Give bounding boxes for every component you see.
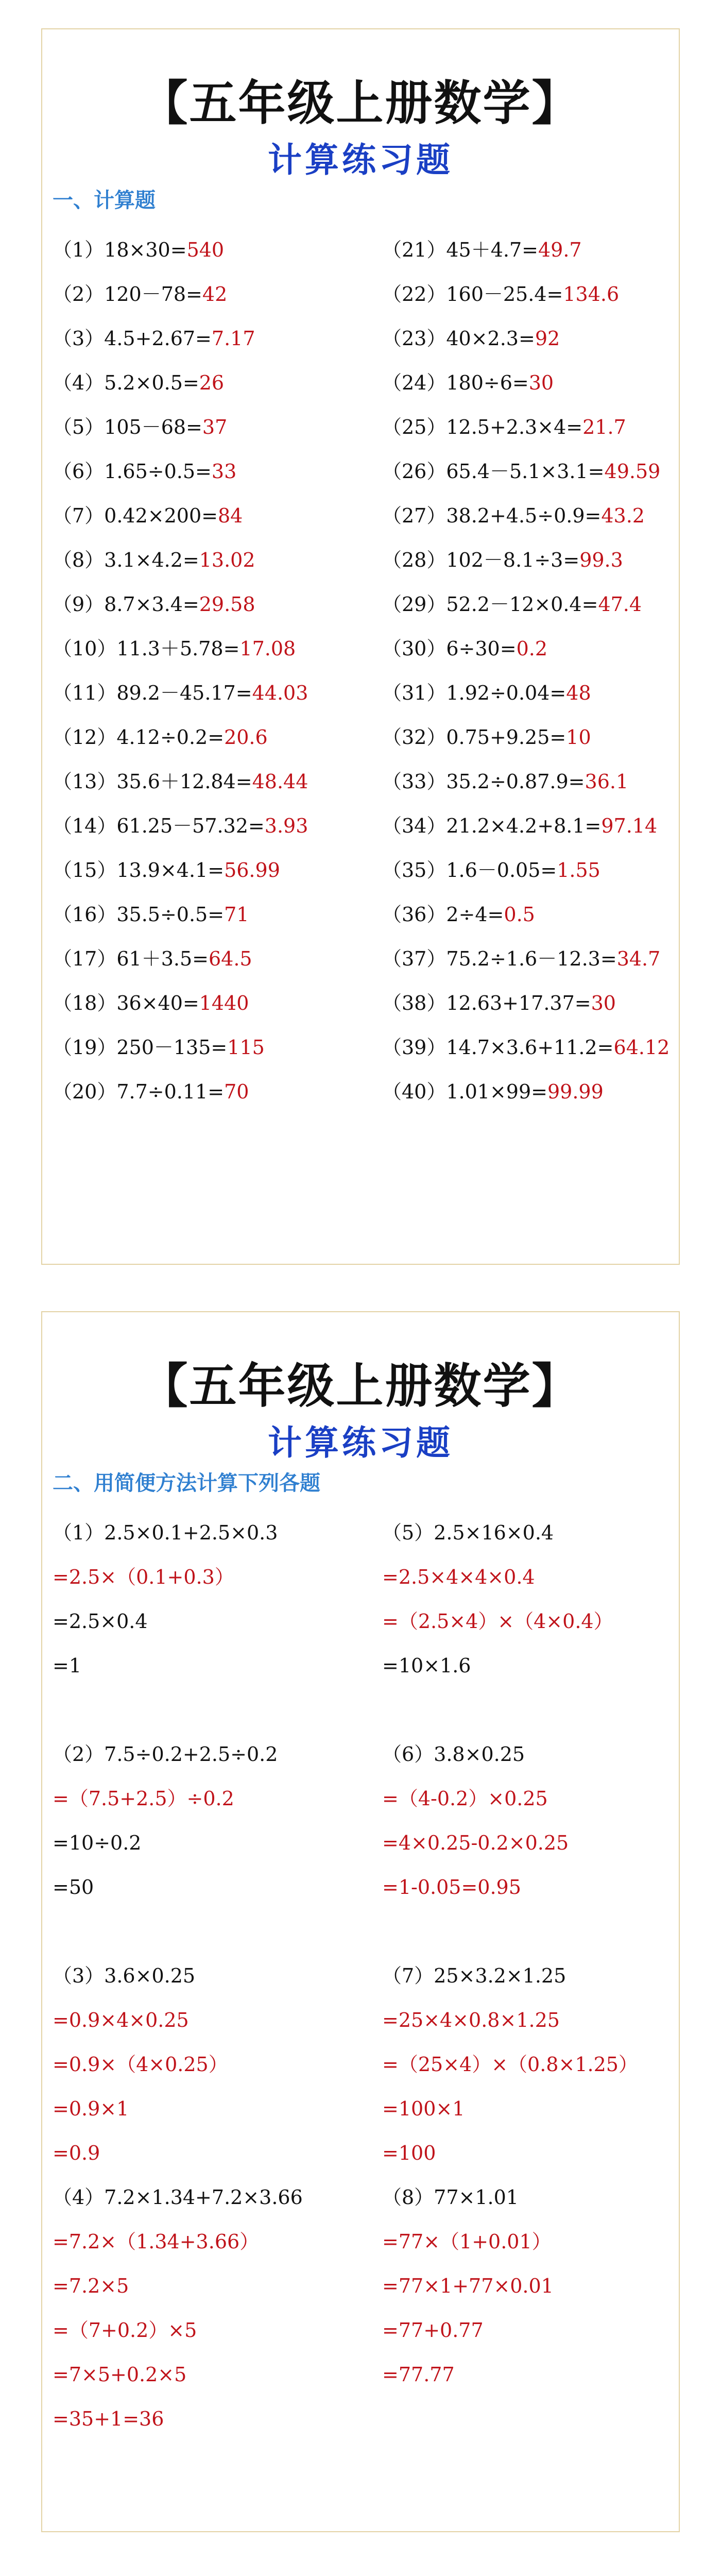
solution-line: =10÷0.2 bbox=[53, 1832, 142, 1854]
exercise-answer: 33 bbox=[211, 460, 237, 483]
exercise-question: （9）8.7×3.4= bbox=[53, 593, 199, 616]
exercise-row bbox=[382, 848, 691, 892]
solution-line: =10×1.6 bbox=[382, 1654, 471, 1677]
exercise-question: （17）61＋3.5= bbox=[53, 947, 209, 970]
exercise-columns bbox=[53, 228, 671, 1155]
solution-line: =0.9 bbox=[53, 2142, 100, 2164]
exercise-question: （14）61.25－57.32= bbox=[53, 815, 265, 837]
exercise-question: （35）1.6－0.05= bbox=[382, 859, 557, 882]
exercise-answer: 64.12 bbox=[613, 1036, 670, 1059]
exercise-row bbox=[53, 538, 362, 582]
exercise-row bbox=[382, 937, 691, 981]
solution-line: =0.9×1 bbox=[53, 2097, 129, 2120]
exercise-question: （19）250－135= bbox=[53, 1036, 228, 1059]
exercise-answer: 71 bbox=[224, 903, 249, 926]
exercise-answer: 99.3 bbox=[579, 549, 623, 571]
solution-line: =7.2×5 bbox=[53, 2275, 129, 2297]
exercise-row bbox=[53, 981, 362, 1025]
exercise-answer: 49.59 bbox=[604, 460, 661, 483]
exercise-question: （13）35.6＋12.84= bbox=[53, 770, 252, 793]
exercise-question: （28）102－8.1÷3= bbox=[382, 549, 580, 571]
exercise-answer: 84 bbox=[218, 504, 243, 527]
exercise-question: （27）38.2+4.5÷0.9= bbox=[382, 504, 602, 527]
exercise-question: （16）35.5÷0.5= bbox=[53, 903, 225, 926]
exercise-question: （23）40×2.3= bbox=[382, 327, 535, 350]
solution-block bbox=[382, 1732, 691, 1909]
exercise-row bbox=[53, 228, 362, 272]
exercise-row bbox=[382, 759, 691, 804]
solution-block bbox=[53, 1954, 362, 2175]
solution-block bbox=[382, 1511, 691, 1688]
exercise-row bbox=[382, 804, 691, 848]
solution-block bbox=[382, 2175, 691, 2397]
exercise-question: （15）13.9×4.1= bbox=[53, 859, 225, 882]
exercise-question: （38）12.63+17.37= bbox=[382, 992, 591, 1014]
section-heading: 一、计算题 bbox=[53, 189, 156, 212]
exercise-row bbox=[53, 892, 362, 937]
exercise-answer: 1.55 bbox=[557, 859, 600, 882]
exercise-question: （29）52.2－12×0.4= bbox=[382, 593, 598, 616]
exercise-answer: 134.6 bbox=[563, 283, 620, 306]
exercise-answer: 97.14 bbox=[601, 815, 658, 837]
exercise-row bbox=[382, 892, 691, 937]
solution-block bbox=[53, 1511, 362, 1688]
worksheet-page-2 bbox=[41, 1311, 680, 2532]
exercise-answer: 0.5 bbox=[504, 903, 535, 926]
exercise-answer: 70 bbox=[224, 1080, 249, 1103]
exercise-row bbox=[53, 582, 362, 626]
exercise-question: （36）2÷4= bbox=[382, 903, 504, 926]
exercise-answer: 21.7 bbox=[582, 416, 626, 438]
exercise-answer: 49.7 bbox=[538, 239, 582, 261]
exercise-answer: 48.44 bbox=[252, 770, 308, 793]
solution-line: （7）25×3.2×1.25 bbox=[382, 1964, 566, 1987]
solution-line: =2.5×0.4 bbox=[53, 1610, 148, 1633]
exercise-row bbox=[382, 449, 691, 494]
solution-line: （3）3.6×0.25 bbox=[53, 1964, 196, 1987]
exercise-answer: 43.2 bbox=[601, 504, 645, 527]
exercise-row bbox=[382, 1070, 691, 1114]
exercise-row bbox=[382, 981, 691, 1025]
exercise-answer: 26 bbox=[199, 371, 225, 394]
solution-line: =1 bbox=[53, 1654, 82, 1677]
exercise-row bbox=[382, 626, 691, 671]
exercise-column-right bbox=[382, 228, 691, 1114]
solution-line: =77×1+77×0.01 bbox=[382, 2275, 554, 2297]
exercise-row bbox=[382, 1025, 691, 1070]
exercise-answer: 56.99 bbox=[224, 859, 280, 882]
page-title: 【五年级上册数学】 bbox=[140, 1358, 581, 1414]
exercise-question: （11）89.2－45.17= bbox=[53, 682, 252, 704]
solution-line: （5）2.5×16×0.4 bbox=[382, 1521, 554, 1544]
exercise-answer: 30 bbox=[591, 992, 616, 1014]
solution-line: =100 bbox=[382, 2142, 436, 2164]
exercise-question: （2）120－78= bbox=[53, 283, 202, 306]
section-heading: 二、用简便方法计算下列各题 bbox=[53, 1471, 320, 1495]
solution-line: =（2.5×4）×（4×0.4） bbox=[382, 1610, 613, 1633]
exercise-row bbox=[53, 804, 362, 848]
solution-line: =25×4×0.8×1.25 bbox=[382, 2009, 560, 2031]
exercise-row bbox=[53, 405, 362, 449]
exercise-answer: 17.08 bbox=[239, 637, 296, 660]
exercise-question: （26）65.4－5.1×3.1= bbox=[382, 460, 605, 483]
exercise-row bbox=[53, 449, 362, 494]
exercise-answer: 92 bbox=[535, 327, 560, 350]
exercise-row bbox=[382, 715, 691, 759]
solution-line: （6）3.8×0.25 bbox=[382, 1743, 525, 1766]
exercise-row bbox=[53, 759, 362, 804]
exercise-row bbox=[53, 316, 362, 361]
exercise-answer: 540 bbox=[186, 239, 225, 261]
exercise-answer: 29.58 bbox=[199, 593, 255, 616]
exercise-question: （5）105－68= bbox=[53, 416, 202, 438]
solution-line: =50 bbox=[53, 1876, 94, 1899]
page-subtitle: 计算练习题 bbox=[268, 1422, 453, 1463]
solution-line: =7.2×（1.34+3.66） bbox=[53, 2230, 260, 2253]
exercise-question: （22）160－25.4= bbox=[382, 283, 563, 306]
solution-line: （1）2.5×0.1+2.5×0.3 bbox=[53, 1521, 278, 1544]
exercise-question: （21）45＋4.7= bbox=[382, 239, 538, 261]
solution-line: （2）7.5÷0.2+2.5÷0.2 bbox=[53, 1743, 278, 1766]
exercise-row bbox=[382, 272, 691, 316]
exercise-question: （7）0.42×200= bbox=[53, 504, 218, 527]
solution-line: =35+1=36 bbox=[53, 2408, 164, 2430]
exercise-row bbox=[382, 405, 691, 449]
solution-line: =2.5×（0.1+0.3） bbox=[53, 1566, 234, 1588]
exercise-row bbox=[53, 715, 362, 759]
exercise-question: （8）3.1×4.2= bbox=[53, 549, 199, 571]
exercise-question: （34）21.2×4.2+8.1= bbox=[382, 815, 602, 837]
exercise-question: （24）180÷6= bbox=[382, 371, 529, 394]
exercise-row bbox=[53, 937, 362, 981]
exercise-row bbox=[53, 361, 362, 405]
exercise-answer: 3.93 bbox=[264, 815, 308, 837]
exercise-question: （12）4.12÷0.2= bbox=[53, 726, 225, 749]
exercise-answer: 13.02 bbox=[199, 549, 255, 571]
exercise-question: （31）1.92÷0.04= bbox=[382, 682, 566, 704]
exercise-answer: 99.99 bbox=[547, 1080, 604, 1103]
solution-line: =77×（1+0.01） bbox=[382, 2230, 552, 2253]
exercise-question: （30）6÷30= bbox=[382, 637, 517, 660]
exercise-question: （3）4.5+2.67= bbox=[53, 327, 212, 350]
exercise-answer: 64.5 bbox=[208, 947, 252, 970]
solution-block bbox=[53, 2175, 362, 2441]
exercise-row bbox=[53, 272, 362, 316]
exercise-row bbox=[53, 1070, 362, 1114]
page-title: 【五年级上册数学】 bbox=[140, 75, 581, 131]
exercise-answer: 20.6 bbox=[224, 726, 268, 749]
exercise-answer: 34.7 bbox=[616, 947, 661, 970]
exercise-answer: 115 bbox=[227, 1036, 265, 1059]
exercise-row bbox=[53, 1025, 362, 1070]
solution-line: =0.9×（4×0.25） bbox=[53, 2053, 228, 2076]
exercise-question: （1）18×30= bbox=[53, 239, 187, 261]
page-subtitle: 计算练习题 bbox=[268, 140, 453, 180]
exercise-row bbox=[53, 626, 362, 671]
solution-line: =（4-0.2）×0.25 bbox=[382, 1787, 548, 1810]
exercise-row bbox=[53, 848, 362, 892]
exercise-answer: 37 bbox=[202, 416, 228, 438]
solution-line: =77+0.77 bbox=[382, 2319, 484, 2342]
exercise-answer: 44.03 bbox=[252, 682, 308, 704]
exercise-question: （37）75.2÷1.6－12.3= bbox=[382, 947, 617, 970]
exercise-row bbox=[382, 538, 691, 582]
solution-line: =100×1 bbox=[382, 2097, 465, 2120]
exercise-row bbox=[382, 671, 691, 715]
exercise-row bbox=[382, 582, 691, 626]
exercise-question: （33）35.2÷0.87.9= bbox=[382, 770, 585, 793]
exercise-row bbox=[382, 316, 691, 361]
exercise-row bbox=[382, 494, 691, 538]
exercise-question: （10）11.3＋5.78= bbox=[53, 637, 240, 660]
solution-line: =1-0.05=0.95 bbox=[382, 1876, 521, 1899]
exercise-column-left bbox=[53, 228, 362, 1114]
exercise-question: （25）12.5+2.3×4= bbox=[382, 416, 583, 438]
solution-line: （8）77×1.01 bbox=[382, 2186, 519, 2209]
solution-line: =（7+0.2）×5 bbox=[53, 2319, 197, 2342]
solution-line: =（25×4）×（0.8×1.25） bbox=[382, 2053, 638, 2076]
solution-line: （4）7.2×1.34+7.2×3.66 bbox=[53, 2186, 303, 2209]
exercise-question: （32）0.75+9.25= bbox=[382, 726, 566, 749]
exercise-question: （4）5.2×0.5= bbox=[53, 371, 199, 394]
exercise-answer: 10 bbox=[566, 726, 591, 749]
exercise-answer: 47.4 bbox=[598, 593, 642, 616]
exercise-answer: 36.1 bbox=[585, 770, 629, 793]
solution-line: =77.77 bbox=[382, 2363, 455, 2386]
solution-line: =0.9×4×0.25 bbox=[53, 2009, 189, 2031]
exercise-answer: 42 bbox=[202, 283, 228, 306]
exercise-answer: 30 bbox=[528, 371, 554, 394]
exercise-row bbox=[382, 228, 691, 272]
exercise-answer: 1440 bbox=[199, 992, 249, 1014]
exercise-row bbox=[53, 671, 362, 715]
exercise-answer: 48 bbox=[566, 682, 591, 704]
solution-block bbox=[53, 1732, 362, 1909]
solution-block bbox=[382, 1954, 691, 2175]
exercise-question: （20）7.7÷0.11= bbox=[53, 1080, 225, 1103]
exercise-row bbox=[53, 494, 362, 538]
exercise-question: （18）36×40= bbox=[53, 992, 199, 1014]
solution-line: =4×0.25-0.2×0.25 bbox=[382, 1832, 569, 1854]
exercise-question: （40）1.01×99= bbox=[382, 1080, 547, 1103]
solution-line: =2.5×4×4×0.4 bbox=[382, 1566, 535, 1588]
exercise-question: （6）1.65÷0.5= bbox=[53, 460, 212, 483]
exercise-question: （39）14.7×3.6+11.2= bbox=[382, 1036, 614, 1059]
solution-line: =7×5+0.2×5 bbox=[53, 2363, 187, 2386]
exercise-row bbox=[382, 361, 691, 405]
worksheet-page-1 bbox=[41, 28, 680, 1265]
exercise-answer: 0.2 bbox=[516, 637, 548, 660]
exercise-answer: 7.17 bbox=[211, 327, 255, 350]
solution-line: =（7.5+2.5）÷0.2 bbox=[53, 1787, 234, 1810]
